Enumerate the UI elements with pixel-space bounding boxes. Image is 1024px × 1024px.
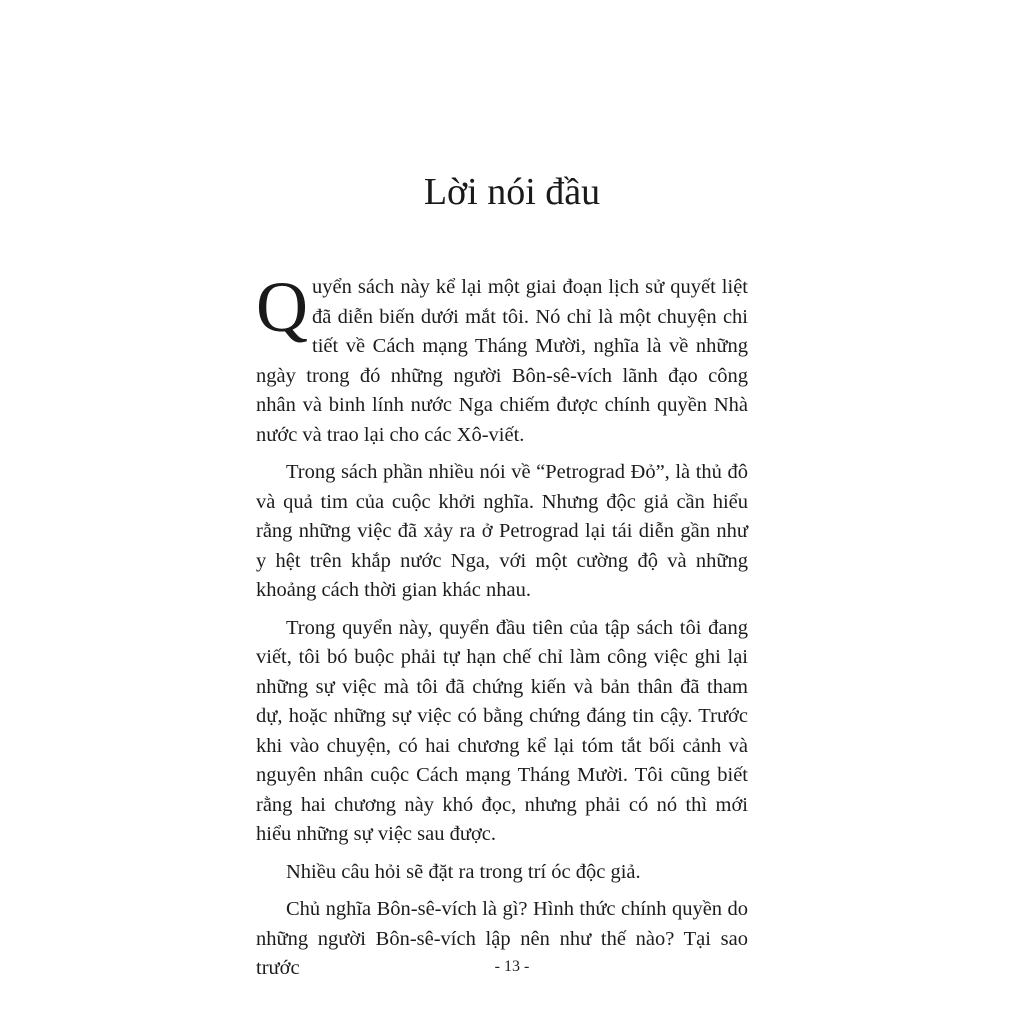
- drop-cap: Q: [256, 267, 308, 347]
- page-number: - 13 -: [494, 958, 530, 975]
- paragraph-2: Trong sách phần nhiều nói về “Petrograd Đỏ”, là thủ đô và quả tim của cuộc khởi nghĩa. Nhưng độc giả cần hiểu rằng những việc đã xảy ra ở Petrograd lại tái diễn gần như y hệt trên khắp nước Nga, với một cường độ và những khoảng cách thời gian khác nhau.: [256, 461, 748, 601]
- paragraph-1-text: uyển sách này kể lại một giai đoạn lịch sử quyết liệt đã diễn biến dưới mắt tôi. Nó chỉ là một chuyện chi tiết về Cách mạng Tháng Mười, nghĩa là về những ngày trong đó những người Bôn-sê-vích lãnh đạo công nhân và binh lính nước Nga chiếm được chính quyền Nhà nước và trao lại cho các Xô-viết.: [256, 276, 748, 446]
- paragraph-4: Nhiều câu hỏi sẽ đặt ra trong trí óc độc giả.: [286, 860, 641, 883]
- paragraph-3: Trong quyển này, quyển đầu tiên của tập sách tôi đang viết, tôi bó buộc phải tự hạn chế chỉ làm công việc ghi lại những sự việc mà tôi đã chứng kiến và bản thân đã tham dự, hoặc những sự việc có bằng chứng đáng tin cậy. Trước khi vào chuyện, có hai chương kể lại tóm tắt bối cảnh và nguyên nhân cuộc Cách mạng Tháng Mười. Tôi cũng biết rằng hai chương này khó đọc, nhưng phải có nó thì mới hiểu những sự việc sau được.: [256, 616, 748, 845]
- paragraph-5: Chủ nghĩa Bôn-sê-vích là gì? Hình thức chính quyền do những người Bôn-sê-vích lập nên như thế nào? Tại sao trước: [256, 898, 748, 979]
- body-text: [256, 267, 748, 992]
- chapter-title: Lời nói đầu: [423, 171, 601, 213]
- paragraph-1: [256, 267, 748, 450]
